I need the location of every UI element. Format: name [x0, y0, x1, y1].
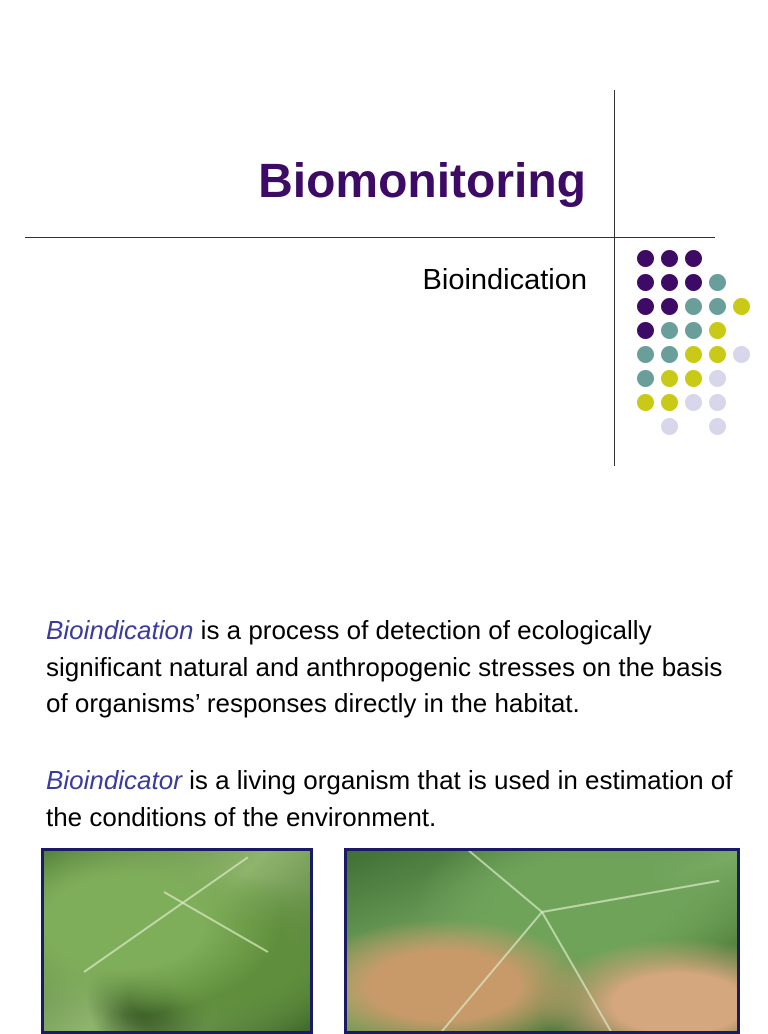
decorative-dot	[637, 250, 654, 267]
decorative-dot	[661, 418, 678, 435]
decorative-dot	[637, 370, 654, 387]
decorative-dot	[685, 274, 702, 291]
decorative-dot	[637, 394, 654, 411]
decorative-dot	[709, 298, 726, 315]
decorative-dot	[685, 394, 702, 411]
decorative-dot	[709, 274, 726, 291]
decorative-dot	[685, 346, 702, 363]
decorative-dot	[733, 298, 750, 315]
decorative-dot	[709, 370, 726, 387]
decorative-dot	[661, 346, 678, 363]
decorative-dot	[637, 346, 654, 363]
leaf-vein	[164, 891, 269, 953]
bioindication-definition	[46, 612, 736, 722]
decorative-dot	[661, 394, 678, 411]
decorative-dot	[637, 322, 654, 339]
leaf-damage-photo	[41, 848, 313, 1034]
bioindication-text: is a process of detection of ecologically significant natural and anthropogenic stresses on the basis of organisms’ responses directly in the habitat.	[46, 615, 722, 718]
decorative-dot	[685, 298, 702, 315]
decorative-dot	[709, 322, 726, 339]
leaf-vein	[542, 880, 720, 913]
bioindicator-definition	[46, 762, 736, 835]
leaf-vein	[426, 848, 542, 913]
content-slide	[0, 600, 768, 1024]
leaf-vein	[419, 911, 543, 1034]
decorative-dot	[661, 298, 678, 315]
leaf-vein	[541, 912, 623, 1034]
decorative-dot	[661, 370, 678, 387]
decorative-dot	[685, 322, 702, 339]
chestnut-leaf-photo	[344, 848, 740, 1034]
decorative-dot	[637, 274, 654, 291]
decorative-dot	[709, 418, 726, 435]
slide-subtitle: Bioindication	[423, 264, 587, 297]
decorative-dot	[685, 250, 702, 267]
slide-title: Biomonitoring	[258, 154, 586, 209]
leaf-vein	[83, 856, 248, 972]
decorative-dot	[709, 394, 726, 411]
decorative-dot	[661, 250, 678, 267]
bioindication-term: Bioindication	[46, 615, 193, 645]
decorative-dot	[661, 274, 678, 291]
decorative-dot	[637, 298, 654, 315]
bioindicator-text: is a living organism that is used in estimation of the conditions of the environment.	[46, 765, 732, 832]
decorative-dot	[685, 370, 702, 387]
decorative-dot	[661, 322, 678, 339]
decorative-dot	[733, 346, 750, 363]
bioindicator-term: Bioindicator	[46, 765, 182, 795]
decorative-dot	[709, 346, 726, 363]
